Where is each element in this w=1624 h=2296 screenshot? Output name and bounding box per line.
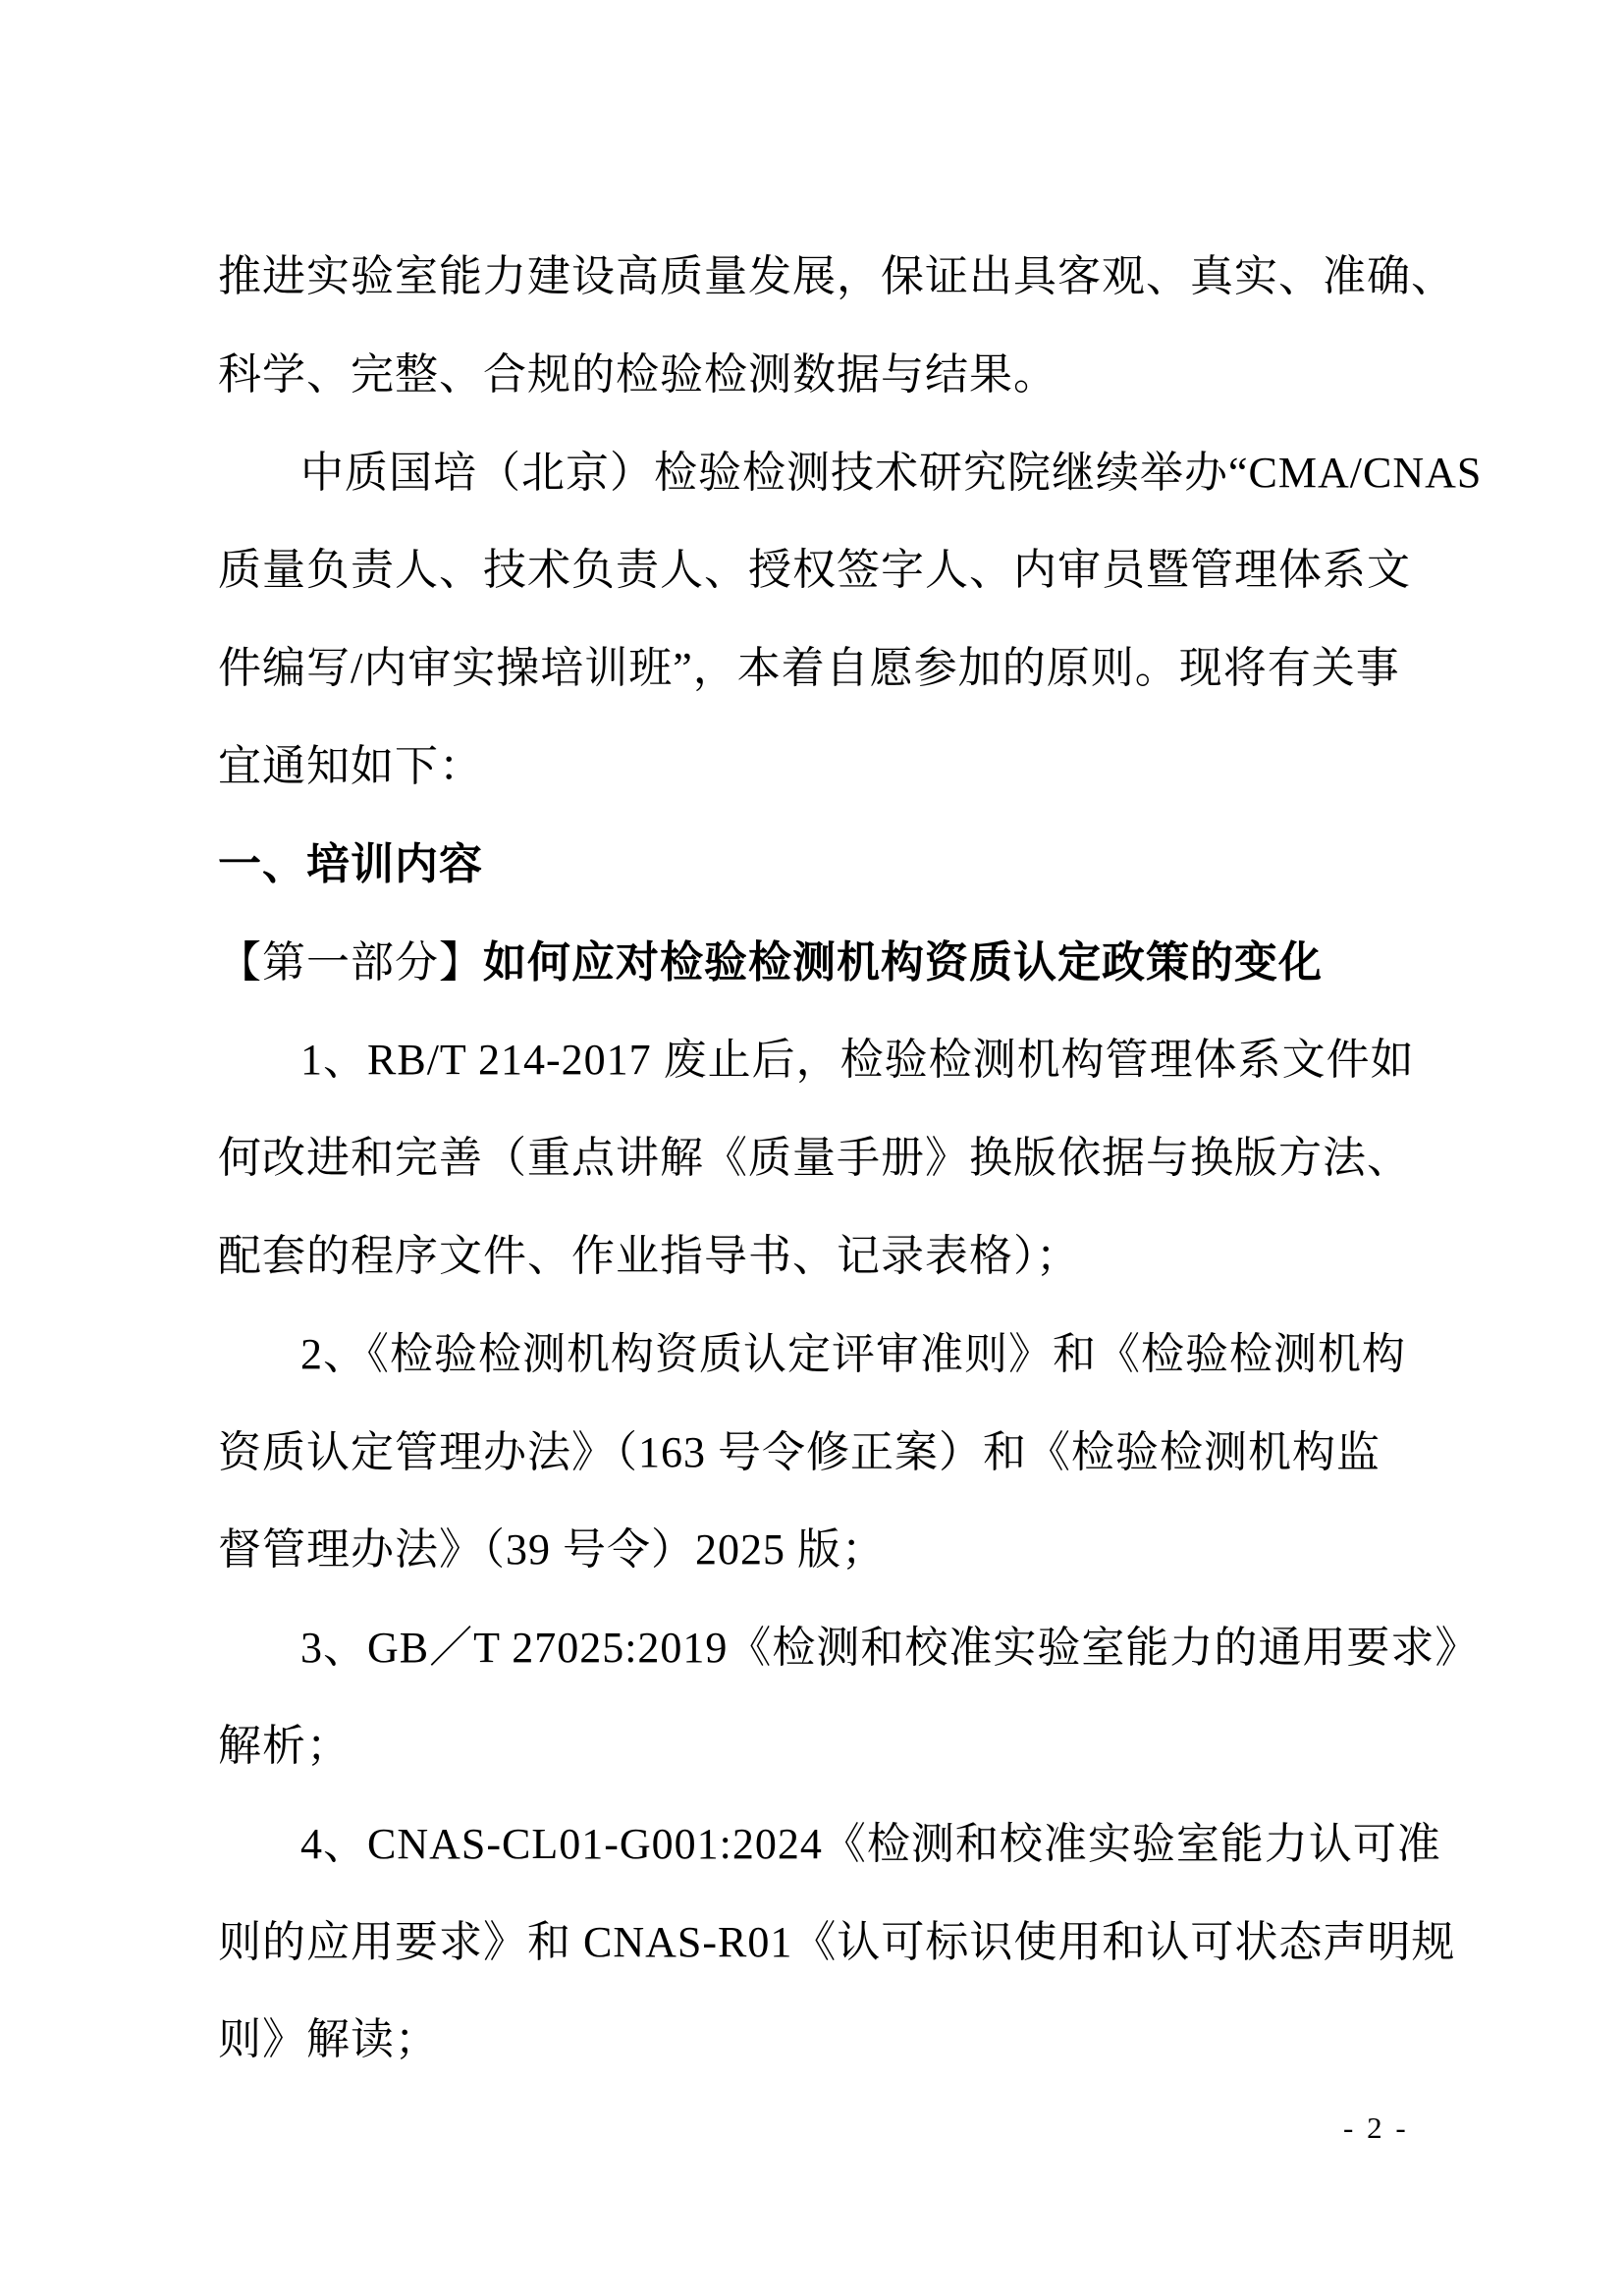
text-line: 1、RB/T 214-2017 废止后，检验检测机构管理体系文件如 <box>300 1036 1415 1085</box>
text-line: 配套的程序文件、作业指导书、记录表格）； <box>218 1231 1080 1280</box>
document-body <box>218 228 1483 2089</box>
text-line: 推进实验室能力建设高质量发展，保证出具客观、真实、准确、 <box>218 252 1455 300</box>
para-item-2 <box>218 1306 1408 1599</box>
text-line: 2、《检验检测机构资质认定评审准则》和《检验检测机构 <box>300 1329 1406 1378</box>
page-number: - 2 - <box>1343 2110 1409 2145</box>
text-line: 一、培训内容 <box>218 839 483 888</box>
para-item-3 <box>218 1599 1480 1795</box>
text-line: 科学、完整、合规的检验检测数据与结果。 <box>218 349 1057 399</box>
para-intro <box>218 424 1483 816</box>
text-line: 督管理办法》（39 号令）2025 版； <box>218 1525 886 1575</box>
text-line: 3、GB／T 27025:2019《检测和校准实验室能力的通用要求》 <box>300 1624 1480 1673</box>
para-item-4 <box>218 1795 1456 2089</box>
heading-title-run: 如何应对检验检测机构资质认定政策的变化 <box>483 937 1323 987</box>
text-line: 资质认定管理办法》（163 号令修正案）和《检验检测机构监 <box>218 1427 1380 1476</box>
text-line: 则》解读； <box>218 2015 439 2064</box>
heading-part-one <box>218 914 1408 1012</box>
heading-training-content <box>218 816 1408 914</box>
text-line: 件编写/内审实操培训班”，本着自愿参加的原则。现将有关事 <box>218 644 1400 693</box>
text-line: 解析； <box>218 1721 351 1770</box>
para-item-1 <box>218 1011 1415 1305</box>
text-line: 何改进和完善（重点讲解《质量手册》换版依据与换版方法、 <box>218 1134 1411 1183</box>
para-continuation <box>218 228 1455 424</box>
text-line <box>218 914 1408 1012</box>
text-line: 宜通知如下： <box>218 741 483 790</box>
text-line: 中质国培（北京）检验检测技术研究院继续举办“CMA/CNAS <box>300 448 1483 497</box>
text-line: 质量负责人、技术负责人、授权签字人、内审员暨管理体系文 <box>218 546 1411 595</box>
heading-prefix-run: 【第一部分】 <box>218 937 483 987</box>
text-line: 4、CNAS-CL01-G001:2024《检测和校准实验室能力认可准 <box>300 1819 1441 1868</box>
text-line: 则的应用要求》和 CNAS-R01《认可标识使用和认可状态声明规 <box>218 1917 1456 1966</box>
